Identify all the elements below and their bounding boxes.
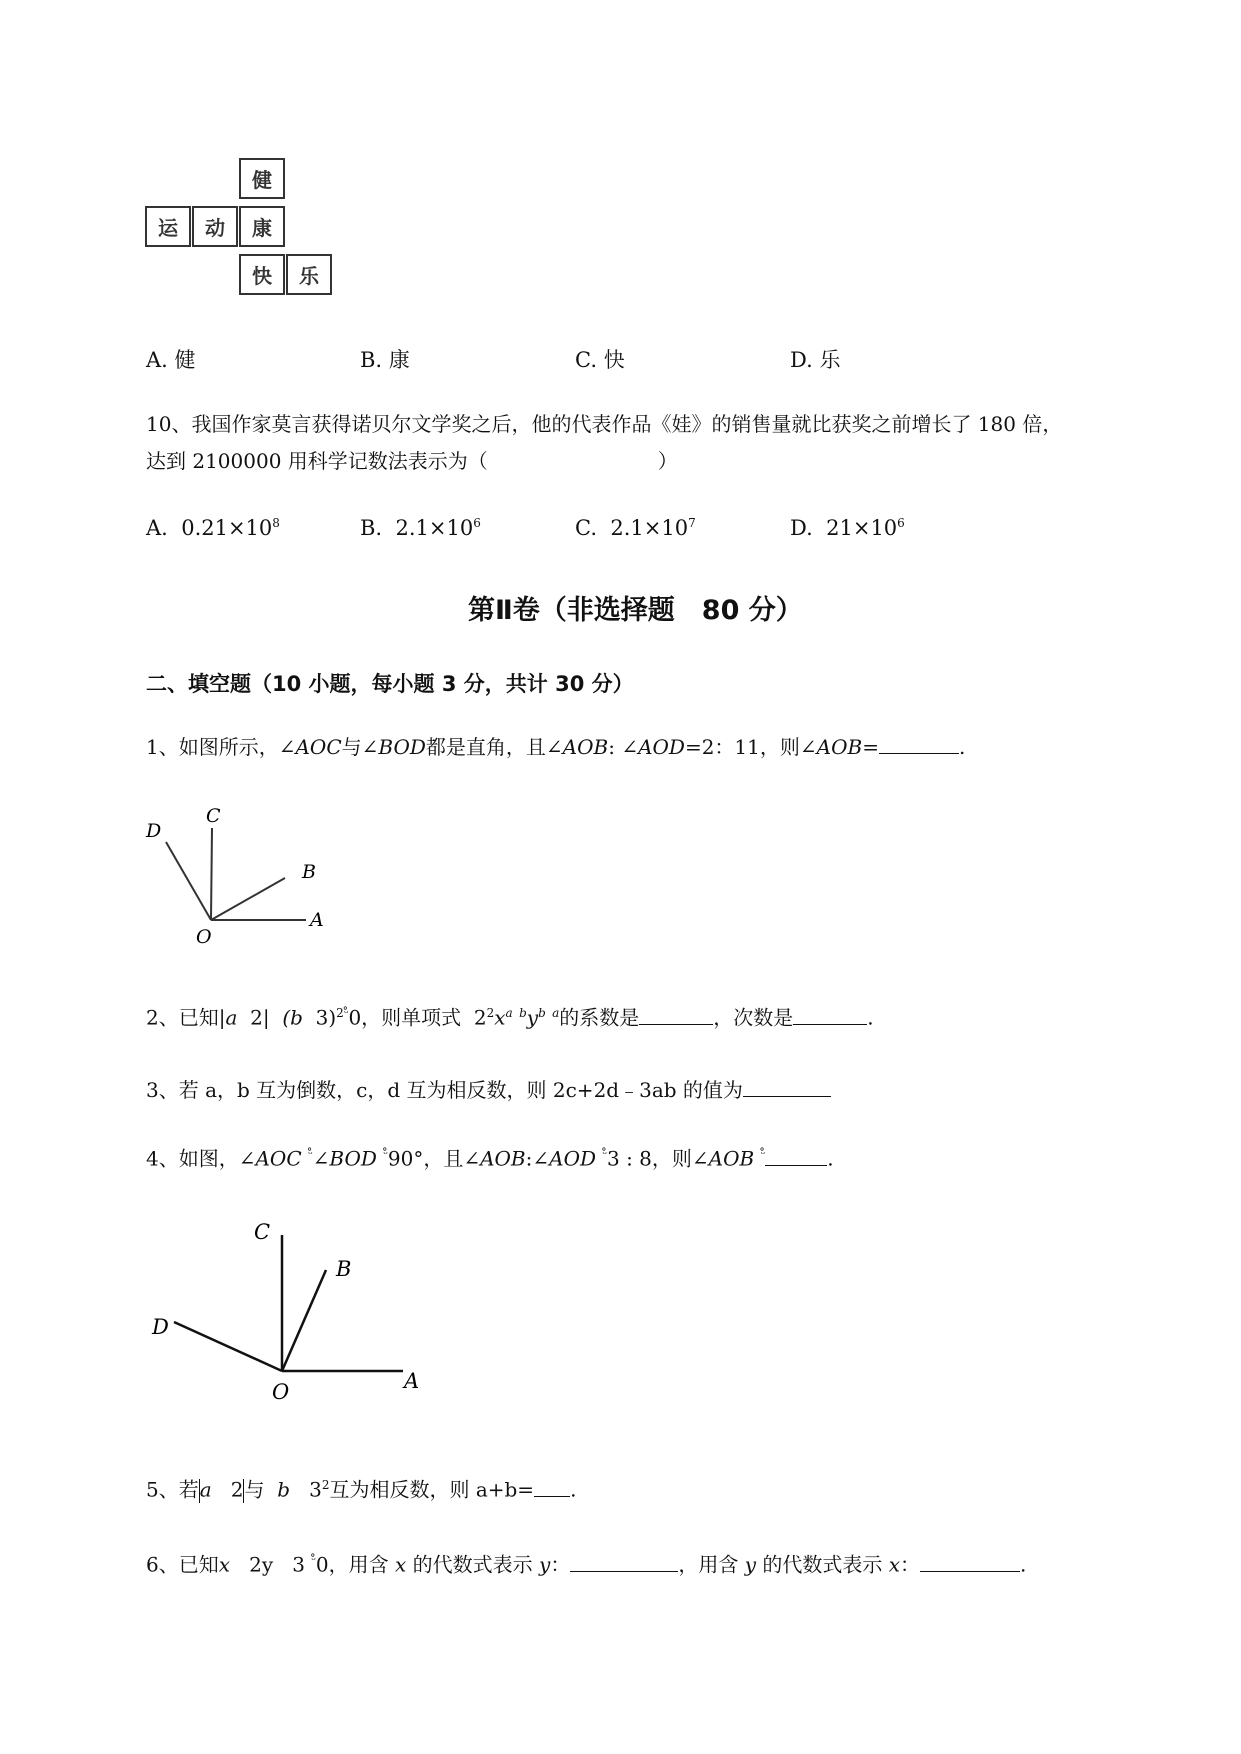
answer-blank [793,1006,867,1025]
label-o: O [196,926,212,948]
q10-option-a: A. $0.21\times 10^8$ [146,516,280,540]
answer-blank [765,1147,827,1166]
ray-oc [211,828,212,920]
label-d: D [146,820,162,842]
answer-blank [534,1478,570,1497]
section2-title: 二、填空题（10 小题，每小题 3 分，共计 30 分） [146,672,634,696]
angle-figure-1 [140,800,340,950]
part2-title: 第Ⅱ卷（非选择题 80 分） [468,595,803,626]
fill-q2: 2、已知|a 2| (b 3)$^{2ᵕ̊}$0，则单项式 $2^2x^a$ $^by^b$ $^a$的系数是 ，次数是 . [146,1005,874,1030]
answer-blank [743,1078,831,1097]
net-cell-kuai: 快 [239,254,285,295]
q9-option-c: C. 快 [575,348,625,372]
label-a: A [404,1369,420,1393]
label-c: C [254,1220,271,1244]
answer-blank [879,735,959,754]
net-cell-yun: 运 [145,206,191,247]
answer-blank [639,1006,713,1025]
net-cell-dong: 动 [192,206,238,247]
label-o: O [272,1380,290,1404]
label-a: A [310,909,324,931]
fill-q3: 3、若 a，b 互为倒数，c，d 互为相反数，则 2c+2d﹣3ab 的值为 [146,1076,831,1104]
label-b: B [336,1257,352,1281]
net-cell-kang: 康 [239,206,285,247]
q9-option-a: A. 健 [146,348,196,372]
label-c: C [206,805,221,827]
q10-option-b: B. $2.1\times 10^6$ [360,516,481,540]
q10-option-c: C. $2.1\times 10^7$ [575,516,696,540]
label-b: B [302,861,316,883]
q10-line1: 10、我国作家莫言获得诺贝尔文学奖之后，他的代表作品《娃》的销售量就比获奖之前增长了 180 倍， [146,412,1063,436]
ray-od [174,1322,282,1371]
fill-q4: 4、如图，∠AOC $^{ᵕ̊}$∠BOD $^{ᵕ̊}$90°，且∠AOB:∠AOD $^{ᵕ̊}$3 : 8，则∠AOB $^{ᵕ̊}$ . [146,1146,834,1171]
ray-ob [211,878,285,920]
angle-figure-2 [148,1210,438,1410]
answer-blank [920,1553,1020,1572]
ray-ob [282,1270,326,1371]
q10-option-d: D. $21\times 10^6$ [790,516,905,540]
q9-option-d: D. 乐 [790,348,841,372]
answer-blank [570,1553,678,1572]
fill-q5: 5、若a 2与 b $3^2$互为相反数，则 a+b= . [146,1477,577,1502]
label-d: D [152,1315,169,1339]
fill-q1: 1、如图所示，∠AOC与∠BOD都是直角，且∠AOB: ∠AOD=2：11，则∠AOB= . [146,735,966,759]
fill-q6: 6、已知x 2y 3 $^{ᵕ̊}$0，用含 x 的代数式表示 y： ，用含 y 的代数式表示 x： . [146,1552,1027,1577]
q9-option-b: B. 康 [360,348,410,372]
q10-line2: 达到 2100000 用科学记数法表示为（ ） [146,449,678,473]
net-cell-jian: 健 [239,158,285,199]
net-cell-le: 乐 [286,254,332,295]
ray-od [166,842,211,920]
